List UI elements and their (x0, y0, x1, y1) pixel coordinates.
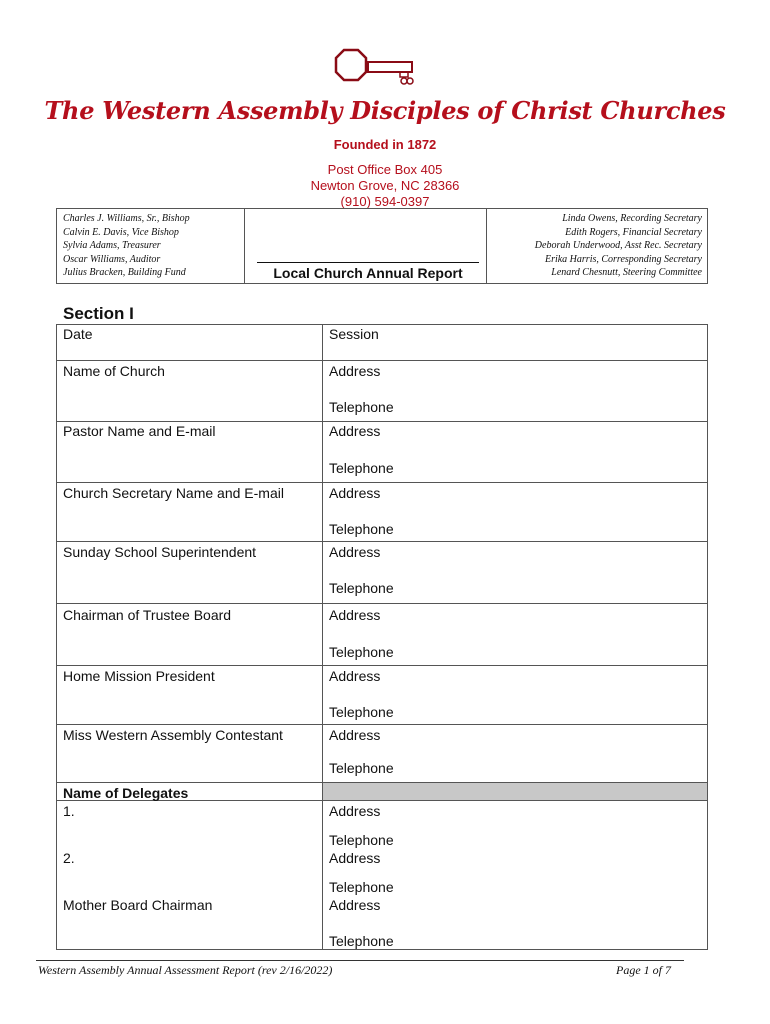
church-key-logo (332, 48, 418, 90)
telephone-label: Telephone (329, 399, 394, 415)
row-divider (56, 665, 708, 666)
address-label: Address (329, 544, 381, 560)
address-label: Address (329, 850, 381, 866)
officer-line: Sylvia Adams, Treasurer (63, 240, 161, 252)
church-secretary-label: Church Secretary Name and E-mail (63, 485, 284, 501)
officer-line: Charles J. Williams, Sr., Bishop (63, 213, 190, 224)
officer-line: Julius Bracken, Building Fund (63, 267, 186, 279)
report-title: Local Church Annual Report (273, 265, 463, 281)
telephone-label: Telephone (329, 832, 394, 848)
address-label: Address (329, 897, 381, 913)
phone-number: (910) 594-0397 (340, 194, 430, 209)
officer-line: Edith Rogers, Financial Secretary (565, 226, 702, 238)
church-name-label: Name of Church (63, 363, 165, 379)
telephone-label: Telephone (329, 879, 394, 895)
delegate-2-label: 2. (63, 850, 75, 866)
officers-divider-left (244, 208, 245, 284)
date-label: Date (63, 326, 93, 342)
report-title-rule (257, 262, 479, 263)
address-label: Address (329, 363, 381, 379)
telephone-label: Telephone (329, 460, 394, 476)
address-label: Address (329, 423, 381, 439)
row-divider (56, 603, 708, 604)
address-label: Address (329, 607, 381, 623)
officer-line: Erika Harris, Corresponding Secretary (544, 253, 702, 265)
telephone-label: Telephone (329, 644, 394, 660)
telephone-label: Telephone (329, 760, 394, 776)
officer-line: Deborah Underwood, Asst Rec. Secretary (534, 240, 702, 252)
row-divider (56, 482, 708, 483)
telephone-label: Telephone (329, 704, 394, 720)
row-divider (56, 421, 708, 422)
page-number: Page 1 of 7 (616, 963, 671, 977)
session-label: Session (329, 326, 379, 342)
sunday-school-label: Sunday School Superintendent (63, 544, 257, 560)
officer-line: Linda Owens, Recording Secretary (562, 213, 702, 224)
footer-rule (36, 960, 684, 961)
officer-line: Oscar Williams, Auditor (63, 253, 161, 265)
organization-title: The Western Assembly Disciples of Christ Churches (44, 96, 726, 125)
delegates-header: Name of Delegates (63, 785, 189, 801)
officers-divider-right (486, 208, 487, 284)
officer-line: Calvin E. Davis, Vice Bishop (63, 226, 179, 238)
address-label: Address (329, 668, 381, 684)
officer-line: Lenard Chesnutt, Steering Committee (551, 267, 702, 279)
shaded-cell (323, 782, 707, 800)
row-divider (56, 360, 708, 361)
row-divider (56, 724, 708, 725)
address-label: Address (329, 485, 381, 501)
telephone-label: Telephone (329, 580, 394, 596)
pastor-label: Pastor Name and E-mail (63, 423, 216, 439)
row-divider (56, 541, 708, 542)
address-label: Address (329, 727, 381, 743)
delegate-1-label: 1. (63, 803, 75, 819)
address-line-2: Newton Grove, NC 28366 (310, 178, 460, 193)
form-column-divider (322, 324, 323, 950)
address-label: Address (329, 803, 381, 819)
section-title: Section I (63, 304, 134, 323)
officers-left-list (63, 212, 190, 280)
church-info-form (56, 324, 708, 950)
telephone-label: Telephone (329, 521, 394, 537)
footer-document-title: Western Assembly Annual Assessment Report (rev 2/16/2022) (38, 963, 333, 977)
trustee-chairman-label: Chairman of Trustee Board (63, 607, 232, 623)
founded-year: Founded in 1872 (333, 137, 437, 152)
miss-western-label: Miss Western Assembly Contestant (63, 727, 283, 743)
mother-board-label: Mother Board Chairman (63, 897, 213, 913)
row-divider (56, 782, 708, 783)
officers-right-list (535, 212, 702, 280)
home-mission-label: Home Mission President (63, 668, 215, 684)
address-line-1: Post Office Box 405 (327, 162, 443, 177)
telephone-label: Telephone (329, 933, 394, 949)
